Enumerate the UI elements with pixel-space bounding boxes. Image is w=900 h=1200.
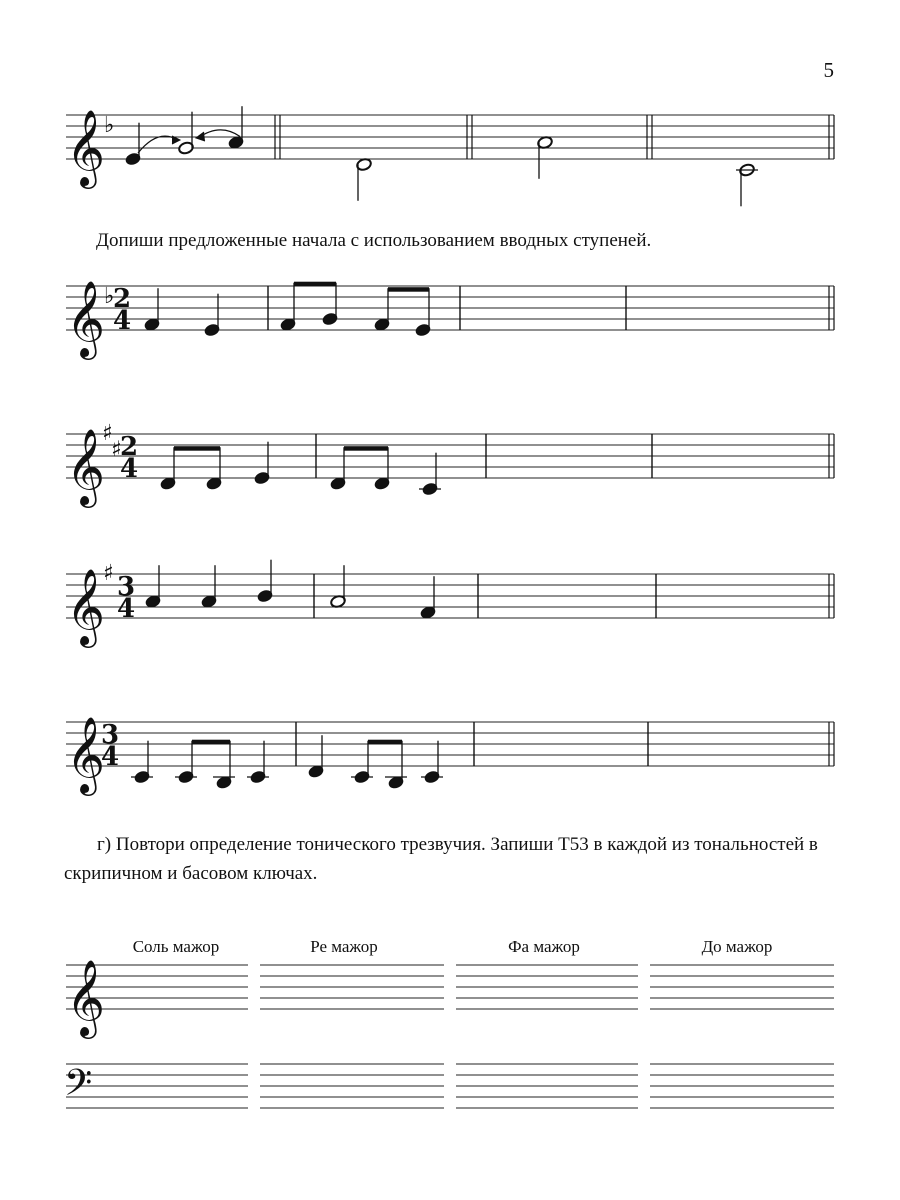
time-signature-bottom: 4 (117, 594, 136, 624)
treble-clef-icon: 𝄞 (66, 109, 106, 186)
treble-clef-icon: 𝄞 (66, 716, 106, 793)
sharp-sign-icon: ♯ (102, 421, 113, 446)
key-label: Фа мажор (508, 937, 580, 956)
treble-clef-icon: 𝄞 (66, 959, 106, 1036)
instruction-complete-beginnings: Допиши предложенные начала с использованием вводных ступеней. (96, 230, 652, 251)
beam (368, 740, 402, 745)
time-signature-top: 3 (101, 720, 120, 750)
time-signature-top: 2 (113, 284, 132, 314)
treble-clef-icon: 𝄞 (66, 280, 106, 357)
sharp-sign-icon: ♯ (111, 437, 122, 463)
time-signature-top: 2 (120, 432, 139, 462)
key-label: Ре мажор (310, 937, 378, 956)
beam (294, 282, 336, 287)
flat-sign-icon: ♭ (104, 113, 115, 138)
key-label: Соль мажор (132, 937, 220, 956)
time-signature-bottom: 4 (101, 742, 120, 772)
flat-sign-icon: ♭ (104, 284, 115, 309)
page-number: 5 (823, 58, 834, 82)
instruction-tonic-triad: г) Повтори определение тонического трезвучия. Запиши Т53 в каждой из тональностей в скрипичном и басовом ключах. (64, 834, 818, 884)
time-signature-bottom: 4 (120, 454, 139, 484)
beam (192, 740, 230, 745)
beam (388, 287, 429, 292)
time-signature-top: 3 (117, 572, 136, 602)
key-label: До мажор (701, 937, 773, 956)
treble-clef-icon: 𝄞 (66, 428, 106, 505)
treble-clef-icon: 𝄞 (66, 568, 106, 645)
sharp-sign-icon: ♯ (103, 561, 114, 586)
time-signature-bottom: 4 (113, 306, 132, 336)
arrowhead-icon (196, 132, 205, 141)
beam (174, 446, 220, 451)
bass-clef-icon: 𝄢 (64, 1062, 93, 1113)
beam (344, 446, 388, 451)
